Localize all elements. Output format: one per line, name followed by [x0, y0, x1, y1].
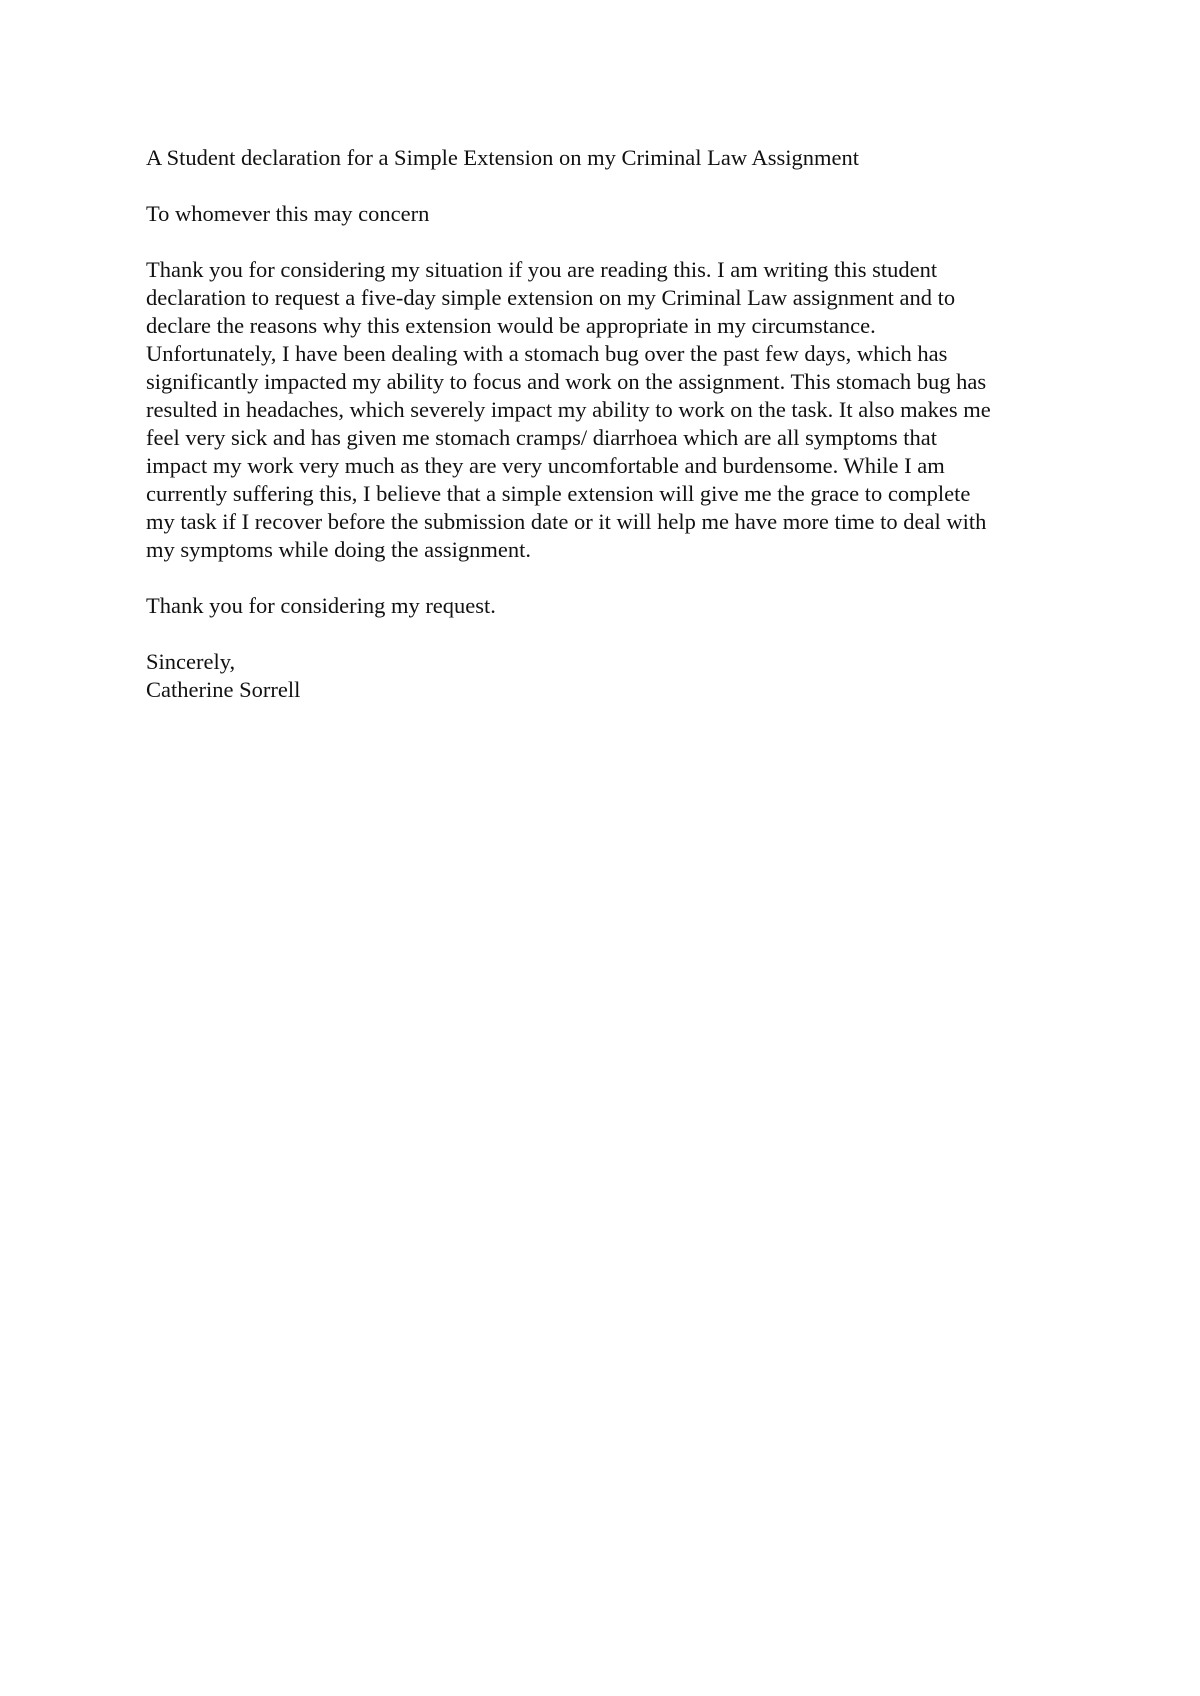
body-line: feel very sick and has given me stomach cramps/ diarrhoea which are all symptoms that	[146, 425, 937, 450]
body-line: Thank you for considering my situation if you are reading this. I am writing this student	[146, 257, 938, 282]
body-line: Unfortunately, I have been dealing with a stomach bug over the past few days, which has	[146, 341, 948, 366]
signature-block	[146, 648, 1076, 704]
letter-title: A Student declaration for a Simple Extension on my Criminal Law Assignment	[146, 145, 860, 170]
body-line: declaration to request a five-day simple extension on my Criminal Law assignment and to	[146, 285, 956, 310]
body-line: resulted in headaches, which severely impact my ability to work on the task. It also makes me	[146, 397, 991, 422]
salutation: To whomever this may concern	[146, 201, 430, 226]
sign-off: Sincerely,	[146, 649, 236, 674]
letter-content	[146, 144, 1076, 704]
body-line: significantly impacted my ability to focus and work on the assignment. This stomach bug has	[146, 369, 987, 394]
body-line: currently suffering this, I believe that a simple extension will give me the grace to complete	[146, 481, 971, 506]
body-line: impact my work very much as they are very uncomfortable and burdensome. While I am	[146, 453, 945, 478]
closing-thanks: Thank you for considering my request.	[146, 593, 496, 618]
body-line: declare the reasons why this extension would be appropriate in my circumstance.	[146, 313, 876, 338]
signature-name: Catherine Sorrell	[146, 677, 301, 702]
body-paragraph	[146, 256, 1076, 564]
body-line: my task if I recover before the submission date or it will help me have more time to deal with	[146, 509, 987, 534]
body-line: my symptoms while doing the assignment.	[146, 537, 531, 562]
